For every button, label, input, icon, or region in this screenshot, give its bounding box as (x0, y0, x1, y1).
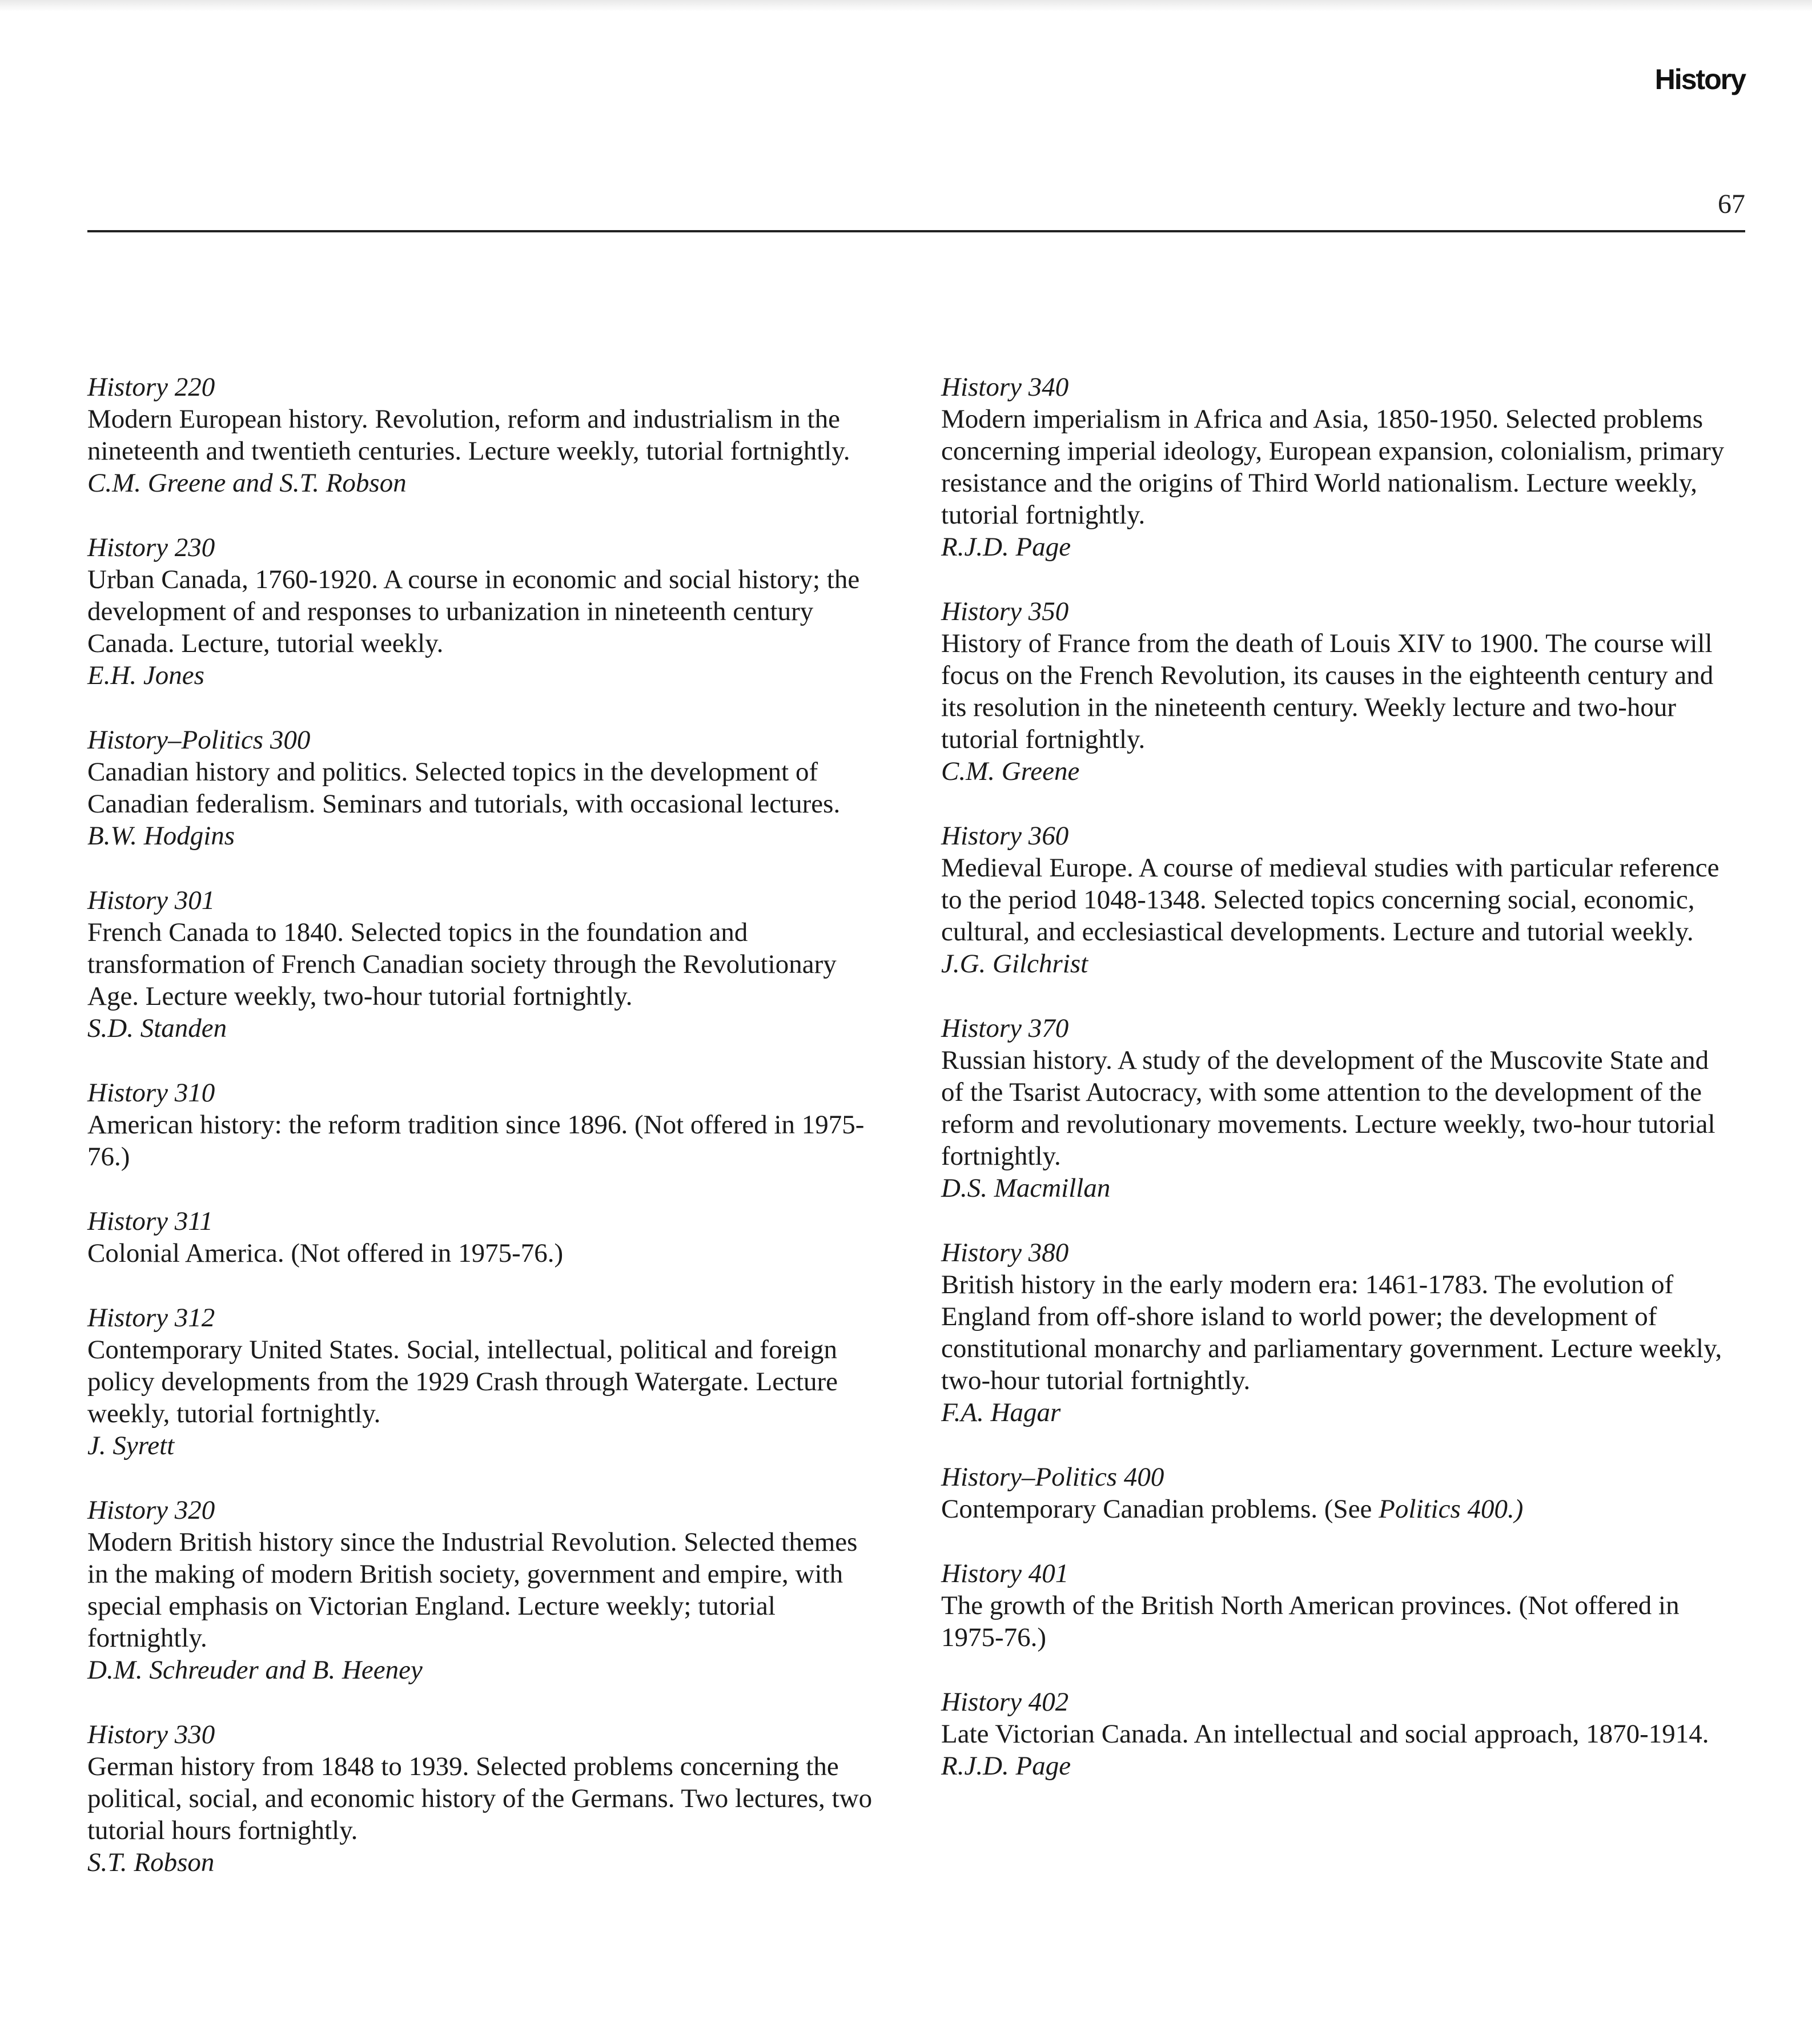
course-entry-history-350 (941, 596, 1729, 787)
course-description: The growth of the British North American provinces. (Not offered in 1975-76.) (941, 1591, 1680, 1652)
course-title: History 360 (941, 821, 1069, 851)
course-description: Modern European history. Revolution, reform and industrialism in the nineteenth and twentieth centuries. Lecture weekly, tutorial fortnightly. (87, 404, 850, 466)
header-rule (87, 230, 1745, 232)
course-instructor: D.M. Schreuder and B. Heeney (87, 1655, 423, 1685)
course-title: History 220 (87, 372, 215, 402)
course-instructor: S.D. Standen (87, 1013, 227, 1043)
course-instructor: R.J.D. Page (941, 1751, 1071, 1781)
course-description: Canadian history and politics. Selected topics in the development of Canadian federalism. Seminars and tutorials, with occasional lectures. (87, 757, 841, 819)
course-instructor: R.J.D. Page (941, 532, 1071, 562)
course-entry-history-340 (941, 371, 1729, 563)
course-description: German history from 1848 to 1939. Selected problems concerning the political, social, and economic history of the Germans. Two lectures, two tutorial hours fortnightly. (87, 1752, 873, 1845)
course-description: Colonial America. (Not offered in 1975-76.) (87, 1238, 564, 1268)
course-title: History 380 (941, 1238, 1069, 1268)
course-entry-history-370 (941, 1012, 1729, 1204)
course-title: History 370 (941, 1013, 1069, 1043)
right-column (941, 371, 1729, 1814)
course-instructor: C.M. Greene (941, 757, 1080, 786)
course-entry-history-360 (941, 820, 1729, 980)
course-title: History–Politics 400 (941, 1462, 1164, 1492)
course-instructor: D.S. Macmillan (941, 1173, 1111, 1203)
course-entry-history-220 (87, 371, 875, 499)
course-description: History of France from the death of Louis XIV to 1900. The course will focus on the French Revolution, its causes in the eighteenth century and its resolution in the nineteenth century. Weekly lecture and two-hour tutorial fortnightly. (941, 629, 1714, 754)
course-description (941, 1493, 1729, 1525)
course-title: History 310 (87, 1078, 215, 1108)
course-instructor: B.W. Hodgins (87, 821, 235, 851)
course-entry-history-401 (941, 1558, 1729, 1653)
left-column (87, 371, 875, 1911)
course-description: French Canada to 1840. Selected topics in the foundation and transformation of French Canadian society through the Revolutionary Age. Lecture weekly, two-hour tutorial fortnightly. (87, 918, 837, 1011)
course-instructor: S.T. Robson (87, 1848, 215, 1877)
course-entry-history-301 (87, 884, 875, 1044)
course-instructor: C.M. Greene and S.T. Robson (87, 468, 407, 498)
course-description: Late Victorian Canada. An intellectual and social approach, 1870-1914. (941, 1719, 1709, 1749)
course-description: Contemporary United States. Social, intellectual, political and foreign policy developments from the 1929 Crash through Watergate. Lecture weekly, tutorial fortnightly. (87, 1335, 838, 1429)
course-title: History–Politics 300 (87, 725, 311, 755)
course-instructor: F.A. Hagar (941, 1398, 1061, 1427)
course-entry-history-politics-300 (87, 724, 875, 852)
course-description: Modern imperialism in Africa and Asia, 1850-1950. Selected problems concerning imperial ideology, European expansion, colonialism, primary resistance and the origins of Third World nationalism. Lecture weekly, tutorial fortnightly. (941, 404, 1725, 530)
course-title: History 311 (87, 1206, 213, 1236)
course-description: Medieval Europe. A course of medieval studies with particular reference to the period 1048-1348. Selected topics concerning social, economic, cultural, and ecclesiastical developments. Lecture and tutorial weekly. (941, 853, 1719, 947)
course-instructor: E.H. Jones (87, 661, 204, 690)
course-entry-history-politics-400 (941, 1461, 1729, 1525)
page-number: 67 (1718, 189, 1745, 219)
course-title: History 320 (87, 1495, 215, 1525)
course-title: History 401 (941, 1559, 1069, 1588)
course-entry-history-402 (941, 1686, 1729, 1782)
course-title: History 301 (87, 886, 215, 915)
course-description: American history: the reform tradition since 1896. (Not offered in 1975-76.) (87, 1110, 865, 1172)
course-title: History 350 (941, 597, 1069, 626)
page-top-shadow (0, 0, 1812, 11)
course-description-text: Contemporary Canadian problems. (See (941, 1494, 1379, 1524)
course-entry-history-310 (87, 1077, 875, 1173)
course-description: Urban Canada, 1760-1920. A course in economic and social history; the development of and responses to urbanization in nineteenth century Canada. Lecture, tutorial weekly. (87, 565, 860, 658)
course-title: History 340 (941, 372, 1069, 402)
course-entry-history-330 (87, 1719, 875, 1878)
course-description: Modern British history since the Industrial Revolution. Selected themes in the making of modern British society, government and empire, with special emphasis on Victorian England. Lecture weekly; tutorial fortnightly. (87, 1527, 858, 1653)
course-instructor: J.G. Gilchrist (941, 949, 1088, 979)
course-title: History 230 (87, 533, 215, 562)
course-entry-history-230 (87, 532, 875, 691)
course-entry-history-311 (87, 1205, 875, 1269)
course-entry-history-312 (87, 1302, 875, 1462)
section-title: History (1654, 63, 1745, 95)
course-entry-history-380 (941, 1237, 1729, 1429)
course-description: Russian history. A study of the development of the Muscovite State and of the Tsarist Autocracy, with some attention to the development of the reform and revolutionary movements. Lecture weekly, two-hour tutorial fortnightly. (941, 1045, 1715, 1171)
course-title: History 402 (941, 1687, 1069, 1717)
cross-reference: Politics 400.) (1379, 1494, 1524, 1524)
course-description: British history in the early modern era: 1461-1783. The evolution of England from off-shore island to world power; the development of constitutional monarchy and parliamentary government. Lecture weekly, two-hour tutorial fortnightly. (941, 1270, 1722, 1395)
course-entry-history-320 (87, 1494, 875, 1686)
course-instructor: J. Syrett (87, 1431, 175, 1460)
course-title: History 330 (87, 1720, 215, 1749)
course-title: History 312 (87, 1303, 215, 1333)
